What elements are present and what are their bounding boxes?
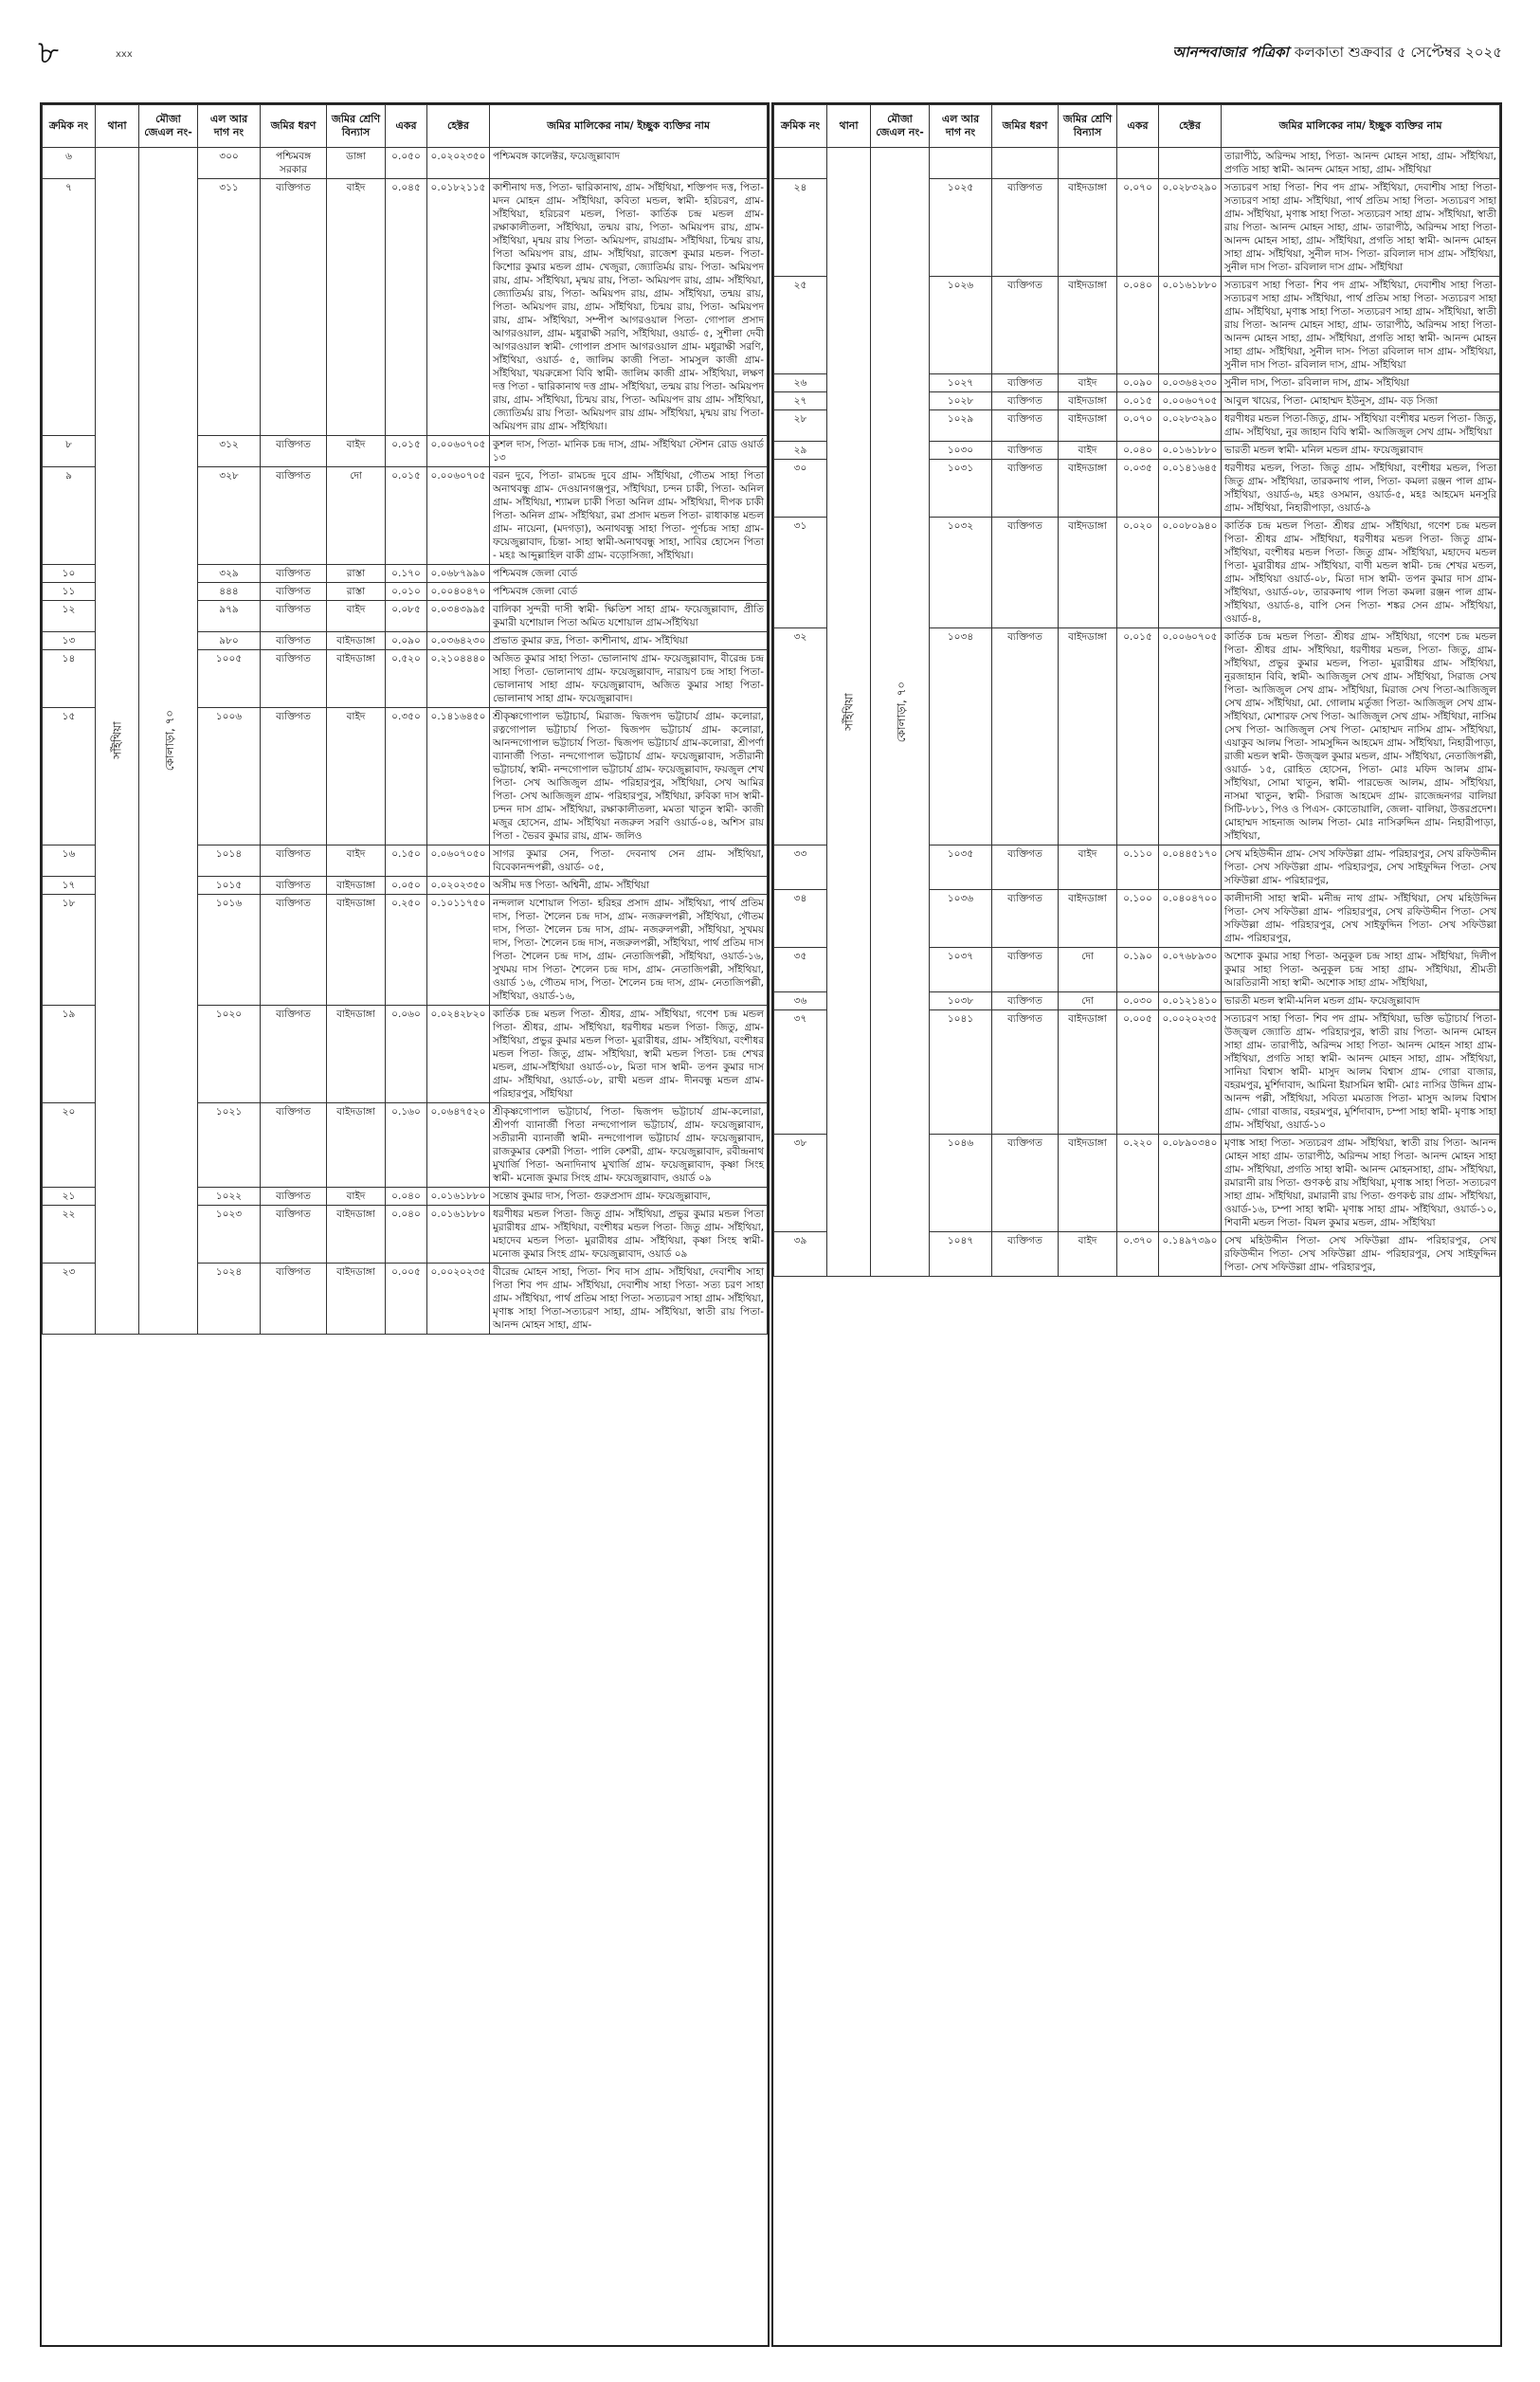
land-type-cell: ব্যক্তিগত — [261, 1264, 327, 1335]
owner-cell: সত্যচরণ সাহা পিতা- শিব পদ গ্রাম- সাঁইথিয়া, ভক্তি ভট্টাচার্য পিতা- উজ্জ্বল জ্যোতি গ্রাম- পরিহারপুর, স্বাতী রায় পিতা- আনন্দ মোহন সাহা গ্রাম- তারাপীঠ, অরিন্দম সাহা পিতা- আনন্দ মোহন সাহা গ্রাম- সাঁইথিয়া, প্রগতি সাহা স্বামী- আনন্দ মোহন সাহা, গ্রাম- সাঁইথিয়া, সানিয়া বিশ্বাস স্বামী- মাসুদ আলম বিশ্বাস গ্রাম- গোরা বাজার, বহরমপুর, মুর্শিদাবাদ, আমিনা ইয়াসমিন স্বামী- মোঃ নাসির উদ্দিন গ্রাম- আনন্দ পল্লী, সাঁইথিয়া, সবিতা মমতাজ পিতা- মাসুদ আলম বিশ্বাস গ্রাম- গোরা বাজার, বহরমপুর, মুর্শিদাবাদ, চম্পা সাহা স্বামী- মৃণাঙ্ক সাহা গ্রাম- সাঁইথিয়া, ওয়ার্ড-১০ — [1222, 1010, 1500, 1135]
owner-cell: সত্যচরণ সাহা পিতা- শিব পদ গ্রাম- সাঁইথিয়া, দেবাশীষ সাহা পিতা- সত্যচরণ সাহা গ্রাম- সাঁইথিয়া, পার্থ প্রতিম সাহা পিতা- সত্যচরণ সাহা গ্রাম- সাঁইথিয়া, মৃণাঙ্ক সাহা পিতা- সত্যচরণ সাহা গ্রাম- সাঁইথিয়া, স্বাতী রায় পিতা- আনন্দ মোহন সাহা, গ্রাম- তারাপীঠ, অরিন্দম সাহা পিতা-আনন্দ মোহন সাহা, গ্রাম- সাঁইথিয়া, প্রগতি সাহা স্বামী- আনন্দ মোহন সাহা গ্রাম- সাঁইথিয়া, সুনীল দাস- পিতা- রবিলাল দাস গ্রাম- সাঁইথিয়া, সুনীল দাস পিতা- রবিলাল দাস গ্রাম- সাঁইথিয়া — [1222, 179, 1500, 277]
owner-cell: কাশীনাথ দত্ত, পিতা- দ্বারিকানাথ, গ্রাম- সাঁইথিয়া, শক্তিপদ দত্ত, পিতা- মদন মোহন গ্রাম- সাঁইথিয়া, কবিতা মন্ডল, স্বামী- হরিচরণ, গ্রাম- সাঁইথিয়া, হরিচরণ মন্ডল, পিতা- কার্তিক চন্দ্র মন্ডল গ্রাম- রক্ষাকালীতলা, সাঁইথিয়া, তন্ময় রায়, পিতা- অমিয়পদ রায়, গ্রাম- সাঁইথিয়া, মৃন্ময় রায় পিতা- অমিয়পদ, রায়গ্রাম- সাঁইথিয়া, চিন্ময় রায়, পিতা অমিয়পদ রায়, গ্রাম- সাঁইথিয়া, রাজেশ কুমার মন্ডল- পিতা- কিশোর কুমার মন্ডল গ্রাম- খেজুরা, জ্যোতির্ময় রায়- পিতা- অমিয়পদ রায়, গ্রাম- সাঁইথিয়া, মৃন্ময় রায়, পিতা- অমিয়পদ রায়, গ্রাম- সাঁইথিয়া, জ্যোতির্ময় রায়, পিতা- অমিয়পদ রায়, গ্রাম- সাঁইথিয়া, তন্ময় রায়, পিতা- অমিয়পদ রায়, গ্রাম- সাঁইথিয়া, চিন্ময় রায়, পিতা- অমিয়পদ রায়, গ্রাম- সাঁইথিয়া, সম্পীপ আগরওয়াল পিতা- গোপাল প্রসাদ আগরওয়াল, গ্রাম- মধুরাক্ষী সরণি, সাঁইথিয়া, ওয়ার্ড- ৫, সুশীলা দেবী আগরওয়াল স্বামী- গোপাল প্রসাদ আগরওয়াল গ্রাম- মধুরাক্ষী সরণি, সাঁইথিয়া, ওয়ার্ড- ৫, জালিম কাজী পিতা- সামসুল কাজী গ্রাম- সাঁইথিয়া, খয়রুন্নেসা বিবি স্বামী- জালিম কাজী গ্রাম- সাঁইথিয়া, লক্ষণ দত্ত পিতা - দ্বারিকানাথ দত্ত গ্রাম- সাঁইথিয়া, তন্ময় রায় পিতা- অমিয়পদ রায়, গ্রাম- সাঁইথিয়া, চিন্ময় রায়, পিতা- অমিয়পদ রায় গ্রাম- সাঁইথিয়া, জ্যোতির্ময় রায় পিতা- অমিয়পদ রায় গ্রাম- সাঁইথিয়া, মৃন্ময় রায় পিতা- অমিয়পদ রায় গ্রাম- সাঁইথিয়া। — [490, 179, 768, 436]
acre-cell: ০.০৩০ — [1117, 992, 1159, 1010]
land-type-cell: ব্যক্তিগত — [261, 436, 327, 467]
acre-cell: ০.২৫০ — [386, 895, 427, 1006]
dag-cell: ১০৩৮ — [930, 992, 992, 1010]
dag-cell: ১০৪১ — [930, 1010, 992, 1135]
land-class-cell: বাইদডাঙ্গা — [1059, 179, 1117, 277]
thana-cell — [96, 148, 139, 1335]
dag-cell: ৪৪৪ — [198, 583, 261, 601]
acre-cell: ০.০১০ — [386, 583, 427, 601]
land-class-cell: বাইদ — [327, 846, 386, 877]
dag-cell: ৯৭৯ — [198, 601, 261, 632]
hectare-cell: ০.০১৪১৬৪৫ — [1159, 460, 1222, 518]
land-type-cell: ব্যক্তিগত — [992, 442, 1059, 460]
table-row — [774, 148, 1500, 179]
dag-cell: ১০১৪ — [198, 846, 261, 877]
owner-cell: কার্তিক চন্দ্র মন্ডল পিতা- শ্রীধর গ্রাম- সাঁইথিয়া, গণেশ চন্দ্র মন্ডল পিতা- শ্রীধর গ্রাম- সাঁইথিয়া, ধরণীধর মন্ডল পিতা- জিতু গ্রাম- সাঁইথিয়া, বংশীধর মন্ডল পিতা- জিতু গ্রাম- সাঁইথিয়া, মহাদেব মন্ডল পিতা- মুরারীধর গ্রাম- সাঁইথিয়া, বাণী মন্ডল স্বামী- চন্দ্র শেখর মন্ডল, গ্রাম- সাঁইথিয়া ওয়ার্ড-০৮, মিতা দাস স্বামী- তপন কুমার দাস গ্রাম- সাঁইথিয়া, ওয়ার্ড-০৮, তারকনাথ পাল পিতা কমলা রঞ্জন পাল গ্রাম- সাঁইথিয়া, ওয়ার্ড-৪, বাপি সেন পিতা- শঙ্কর সেন গ্রাম- সাঁইথিয়া, ওয়ার্ড-৪, — [1222, 518, 1500, 628]
serial-cell: ২৮ — [774, 410, 827, 442]
hectare-cell: ০.০৬৪৭৫২০ — [427, 1103, 490, 1188]
table-row — [43, 148, 768, 179]
page-mark: xxx — [116, 49, 133, 60]
acre-cell: ০.২২০ — [1117, 1135, 1159, 1232]
hectare-cell: ০.০২৪২৮২০ — [427, 1006, 490, 1103]
owner-cell: কার্তিক চন্দ্র মন্ডল পিতা- শ্রীধর, গ্রাম- সাঁইথিয়া, গণেশ চন্দ্র মন্ডল পিতা- শ্রীধর, গ্রাম- সাঁইথিয়া, ধরণীধর মন্ডল পিতা- জিতু, গ্রাম- সাঁইথিয়া, প্রভুর কুমার মন্ডল পিতা- মুরারীধর, গ্রাম- সাঁইথিয়া, বংশীধর মন্ডল পিতা- জিতু, গ্রাম- সাঁইথিয়া, স্বামী মন্ডল পিতা- চন্দ্র শেখর মন্ডল, গ্রাম-সাঁইথিয়া ওয়ার্ড-০৮, মিতা দাস স্বামী- তপন কুমার দাস গ্রাম- সাঁইথিয়া, ওয়ার্ড-০৮, রাখী মন্ডল গ্রাম- দীনবন্ধু মন্ডল গ্রাম- পরিহারপুর, সাঁইথিয়া — [490, 1006, 768, 1103]
page-number: ৮ — [38, 34, 60, 72]
land-class-cell: বাইদ — [327, 601, 386, 632]
col-serial: ক্রমিক নং — [774, 105, 827, 148]
land-class-cell: বাইদডাঙ্গা — [327, 895, 386, 1006]
hectare-cell: ০.০৬০৭০৫০ — [427, 846, 490, 877]
land-type-cell: ব্যক্তিগত — [261, 1006, 327, 1103]
dag-cell: ১০৩১ — [930, 460, 992, 518]
acre-cell: ০.১১০ — [1117, 846, 1159, 890]
serial-cell: ২৭ — [774, 392, 827, 410]
hectare-cell: ০.০৪০৪৭০০ — [1159, 890, 1222, 948]
hectare-cell: ০.০০৬০৭০৫ — [1159, 628, 1222, 846]
dag-cell: ১০৩৭ — [930, 948, 992, 992]
dag-cell — [930, 148, 992, 179]
acre-cell: ০.০১৫ — [1117, 392, 1159, 410]
header-row — [43, 105, 768, 148]
right-table-body — [774, 148, 1500, 1277]
serial-cell: ৩৩ — [774, 846, 827, 890]
acre-cell: ০.০৪৫ — [386, 179, 427, 436]
serial-cell: ১৩ — [43, 632, 96, 650]
hectare-cell: ০.২১০৪৪৪০ — [427, 650, 490, 708]
serial-cell: ৩০ — [774, 460, 827, 518]
land-type-cell: ব্যক্তিগত — [261, 708, 327, 846]
land-type-cell: ব্যক্তিগত — [992, 948, 1059, 992]
header-row — [774, 105, 1500, 148]
hectare-cell: ০.১৪৯৭৩৯০ — [1159, 1232, 1222, 1277]
acre-cell: ০.১৭০ — [386, 565, 427, 583]
thana-cell — [827, 148, 871, 1277]
serial-cell: ৩৬ — [774, 992, 827, 1010]
dag-cell: ১০২৫ — [930, 179, 992, 277]
acre-cell — [1117, 148, 1159, 179]
dag-cell: ১০২২ — [198, 1188, 261, 1206]
owner-cell: আবুল খায়ের, পিতা- মোহাম্মদ ইউনুস, গ্রাম- বড় সিজা — [1222, 392, 1500, 410]
acre-cell: ০.০৫০ — [386, 148, 427, 179]
col-dag: এল আর দাগ নং — [198, 105, 261, 148]
acre-cell: ০.০৭০ — [1117, 179, 1159, 277]
serial-cell: ৩৭ — [774, 1010, 827, 1135]
acre-cell: ০.০২০ — [1117, 518, 1159, 628]
acre-cell: ০.০০৫ — [386, 1264, 427, 1335]
owner-cell: সাগর কুমার সেন, পিতা- দেবনাথ সেন গ্রাম- সাঁইথিয়া, বিবেকানন্দপল্লী, ওয়ার্ড- ০৫, — [490, 846, 768, 877]
serial-cell: ৩৯ — [774, 1232, 827, 1277]
dag-cell: ১০৩২ — [930, 518, 992, 628]
acre-cell: ০.০৪০ — [386, 1188, 427, 1206]
land-class-cell: দো — [1059, 992, 1117, 1010]
acre-cell: ০.০১৫ — [386, 436, 427, 467]
land-class-cell: বাইদডাঙ্গা — [327, 877, 386, 895]
dag-cell: ১০৩৬ — [930, 890, 992, 948]
dag-cell: ৯৮০ — [198, 632, 261, 650]
land-class-cell: বাইদ — [327, 436, 386, 467]
serial-cell: ২০ — [43, 1103, 96, 1188]
masthead — [38, 36, 1502, 74]
owner-cell: সত্যচরণ সাহা পিতা- শিব পদ গ্রাম- সাঁইথিয়া, দেবাশীষ সাহা পিতা- সত্যচরণ সাহা গ্রাম- সাঁইথিয়া, পার্থ প্রতিম সাহা পিতা- সত্যচরণ সাহা গ্রাম- সাঁইথিয়া, মৃণাঙ্ক সাহা পিতা- সত্যচরণ সাহা গ্রাম- সাঁইথিয়া, স্বাতী রায় পিতা- আনন্দ মোহন সাহা, গ্রাম- তারাপীঠ, অরিন্দম সাহা পিতা-আনন্দ মোহন সাহা, গ্রাম- সাঁইথিয়া, প্রগতি সাহা স্বামী- আনন্দ মোহন সাহা গ্রাম- সাঁইথিয়া, সুনীল দাস- পিতা রবিলাল দাস গ্রাম- সাঁইথিয়া, সুনীল দাস পিতা- রবিলাল দাস, গ্রাম- সাঁইথিয়া — [1222, 277, 1500, 374]
acre-cell: ০.৩৭০ — [1117, 1232, 1159, 1277]
dag-cell: ৩১২ — [198, 436, 261, 467]
dag-cell: ৩২৮ — [198, 467, 261, 565]
land-type-cell: ব্যক্তিগত — [992, 1135, 1059, 1232]
dag-cell: ১০০৫ — [198, 650, 261, 708]
land-type-cell: ব্যক্তিগত — [992, 518, 1059, 628]
hectare-cell: ০.০০৬০৭০৫ — [1159, 392, 1222, 410]
owner-cell: পশ্চিমবঙ্গ কালেক্টর, ফয়েজুল্লাবাদ — [490, 148, 768, 179]
owner-cell: তারাপীঠ, অরিন্দম সাহা, পিতা- আনন্দ মোহন সাহা, গ্রাম- সাঁইথিয়া, প্রগতি সাহা স্বামী- আনন্দ মোহন সাহা, গ্রাম- সাঁইথিয়া — [1222, 148, 1500, 179]
acre-cell: ০.৫২০ — [386, 650, 427, 708]
land-type-cell: ব্যক্তিগত — [992, 179, 1059, 277]
land-class-cell: বাইদডাঙ্গা — [327, 632, 386, 650]
owner-cell: ভারতী মন্ডল স্বামী-মনিল মন্ডল গ্রাম- ফয়েজুল্লাবাদ — [1222, 992, 1500, 1010]
dag-cell: ৩২৯ — [198, 565, 261, 583]
hectare-cell: ০.০৬৮৭৯৯০ — [427, 565, 490, 583]
serial-cell: ২৯ — [774, 442, 827, 460]
owner-cell: ভারতী মন্ডল স্বামী- মনিল মন্ডল গ্রাম- ফয়েজুল্লাবাদ — [1222, 442, 1500, 460]
serial-cell: ১৭ — [43, 877, 96, 895]
col-acre: একর — [1117, 105, 1159, 148]
hectare-cell: ০.০০৬০৭০৫ — [427, 467, 490, 565]
right-table-panel — [771, 102, 1502, 2347]
land-class-cell: বাইদডাঙ্গা — [1059, 460, 1117, 518]
dag-cell: ৩১১ — [198, 179, 261, 436]
land-class-cell: বাইদডাঙ্গা — [1059, 1135, 1117, 1232]
thana-label: সাঁইথিয়া — [842, 692, 856, 731]
owner-cell: অশোক কুমার সাহা পিতা- অনুকূল চন্দ্র সাহা গ্রাম- সাঁইথিয়া, দিলীপ কুমার সাহা পিতা- অনুকূল চন্দ্র সাহা গ্রাম- সাঁইথিয়া, শ্রীমতী আরতিরানী সাহা স্বামী- অশোক সাহা গ্রাম- সাঁইথিয়া, — [1222, 948, 1500, 992]
hectare-cell: ০.০১৬১৮৮০ — [427, 1206, 490, 1264]
owner-cell: সেখ মহিউদ্দীন পিতা- সেখ সফিউল্লা গ্রাম- পরিহারপুর, সেখ রফিউদ্দীন পিতা- সেখ সফিউল্লা গ্রাম- পরিহারপুর, সেখ সাইফুদ্দিন পিতা- সেখ সফিউল্লা গ্রাম- পরিহারপুর, — [1222, 1232, 1500, 1277]
hectare-cell: ০.১৪১৬৪৫০ — [427, 708, 490, 846]
hectare-cell: ০.০৪৪৫১৭০ — [1159, 846, 1222, 890]
land-class-cell: দো — [1059, 948, 1117, 992]
serial-cell: ১১ — [43, 583, 96, 601]
dag-cell: ১০২৪ — [198, 1264, 261, 1335]
land-class-cell: বাইদডাঙ্গা — [327, 650, 386, 708]
owner-cell: ধরণীধর মন্ডল পিতা-জিতু, গ্রাম- সাঁইথিয়া বংশীধর মন্ডল পিতা- জিতু, গ্রাম- সাঁইথিয়া, নুর জাহান বিবি স্বামী- আজিজুল সেখ গ্রাম- সাঁইথিয়া — [1222, 410, 1500, 442]
owner-cell: বরন দুবে, পিতা- রামচন্দ্র দুবে গ্রাম- সাঁইথিয়া, গৌতম সাহা পিতা অনাথবন্ধু গ্রাম- দেওয়ানগঞ্জপুর, সাঁইথিয়া, চন্দন চাকী, পিতা- অনিল গ্রাম- সাঁইথিয়া, শ্যামল চাকী পিতা অনিল গ্রাম- সাঁইথিয়া, দীপক চাকী পিতা- অনিল গ্রাম- সাঁইথিয়া, রমা প্রসাদ মন্ডল পিতা- রাধাকান্ত মন্ডল গ্রাম- নায়েনা, (মদগড়া), অনাথবন্ধু সাহা পিতা- পূর্ণচন্দ্র সাহা গ্রাম- ফয়েজুল্লাবাদ, চিন্তা- সাহা স্বামী-অনাথবন্ধু সাহা, সাবির হোসেন পিতা - মহঃ আব্দুল্লাহিল বাকী গ্রাম- বড়োসিজা, সাঁইথিয়া। — [490, 467, 768, 565]
owner-cell: কার্তিক চন্দ্র মন্ডল পিতা- শ্রীধর গ্রাম- সাঁইথিয়া, গণেশ চন্দ্র মন্ডল পিতা- শ্রীধর গ্রাম- সাঁইথিয়া, ধরণীধর মন্ডল, পিতা- জিতু, গ্রাম- সাঁইথিয়া, প্রভুর কুমার মন্ডল, পিতা- মুরারীধর গ্রাম- সাঁইথিয়া, নুরজাহান বিবি, স্বামী- আজিজুল সেখ গ্রাম- সাঁইথিয়া, সিরাজ সেখ পিতা- আজিজুল সেখ গ্রাম- সাঁইথিয়া, মিরাজ সেখ পিতা-আজিজুল সেখ গ্রাম- সাঁইথিয়া, মো. গোলাম মর্তুজা পিতা- আজিজুল সেখ গ্রাম- সাঁইথিয়া, মোশারফ সেখ পিতা- আজিজুল সেখ গ্রাম- সাঁইথিয়া, নাসিম সেখ পিতা- আজিজুল সেখ পিতা- মোহাম্মদ নাসিম গ্রাম- সাঁইথিয়া, এয়াকুব আলম পিতা- সামসুদ্দিন আহমেদ গ্রাম- সাঁইথিয়া, নিহারীপাড়া, রাজী মন্ডল স্বামী- উজ্জ্বল কুমার মন্ডল, গ্রাম- সাঁইথিয়া, নেতাজিপল্লী, ওয়ার্ড- ১৫, রোহিত হোসেন, পিতা- মোঃ মফিদ আলম গ্রাম- সাঁইথিয়া, সোমা খাতুন, স্বামী- পারভেজ আলম, গ্রাম- সাঁইথিয়া, নাসমা খাতুন, স্বামী- সিরাজ আহমেদ গ্রাম- রাজেন্দ্রনগর বালিয়া সিটি-৮৮১, পিও ও পিএস- কোতোয়ালি, জেলা- বালিয়া, উত্তরপ্রদেশ। মোহাম্মদ সাহনাজ আলম পিতা- মোঃ নাসিরুদ্দিন গ্রাম- নিহারীপাড়া, সাঁইথিয়া, — [1222, 628, 1500, 846]
owner-cell: সুনীল দাস, পিতা- রবিলাল দাস, গ্রাম- সাঁইথিয়া — [1222, 374, 1500, 392]
dag-cell: ১০২৯ — [930, 410, 992, 442]
dag-cell: ১০২০ — [198, 1006, 261, 1103]
land-type-cell: ব্যক্তিগত — [992, 992, 1059, 1010]
hectare-cell: ০.০২৮৩২৯০ — [1159, 410, 1222, 442]
land-acquisition-table-left — [42, 104, 768, 1335]
owner-cell: পশ্চিমবঙ্গ জেলা বোর্ড — [490, 583, 768, 601]
mouza-label: কোলাড়া, ৭০ — [163, 709, 177, 772]
serial-cell: ১৪ — [43, 650, 96, 708]
hectare-cell: ০.০৩৬৪২৩০ — [1159, 374, 1222, 392]
land-type-cell: ব্যক্তিগত — [992, 628, 1059, 846]
land-type-cell: ব্যক্তিগত — [261, 583, 327, 601]
land-type-cell: ব্যক্তিগত — [992, 392, 1059, 410]
land-class-cell: দো — [327, 467, 386, 565]
hectare-cell: ০.০২০২৩৫০ — [427, 877, 490, 895]
acre-cell: ০.০১৫ — [1117, 628, 1159, 846]
acre-cell: ০.০০৫ — [1117, 1010, 1159, 1135]
hectare-cell: ০.০৭৬৮৯৩০ — [1159, 948, 1222, 992]
left-table-body — [43, 148, 768, 1335]
serial-cell — [774, 148, 827, 179]
hectare-cell: ০.০২০২৩৫০ — [427, 148, 490, 179]
serial-cell: ২২ — [43, 1206, 96, 1264]
dag-cell: ৩০০ — [198, 148, 261, 179]
serial-cell: ১৯ — [43, 1006, 96, 1103]
land-class-cell: বাইদ — [327, 708, 386, 846]
serial-cell: ৩৫ — [774, 948, 827, 992]
land-type-cell: ব্যক্তিগত — [261, 179, 327, 436]
land-acquisition-table-right — [773, 104, 1500, 1277]
col-acre: একর — [386, 105, 427, 148]
owner-cell: মৃণাঙ্ক সাহা পিতা- সত্যচরণ গ্রাম- সাঁইথিয়া, স্বাতী রায় পিতা- আনন্দ মোহন সাহা গ্রাম- তারাপীঠ, অরিন্দম সাহা পিতা- আনন্দ মোহন সাহা গ্রাম- সাঁইথিয়া, প্রগতি সাহা স্বামী- আনন্দ মোহনসাহা, গ্রাম- সাঁইথিয়া, রমারানী রায় পিতা- গুণকণ্ঠ রায় সাঁইথিয়া, মৃণাঙ্ক সাহা পিতা- সত্যচরণ সাহা গ্রাম- সাঁইথিয়া, রমারানী রায় পিতা- গুণকণ্ঠ রায় গ্রাম- সাঁইথিয়া, ওয়ার্ড-১৬, চম্পা সাহা স্বামী- মৃণাঙ্ক সাহা গ্রাম- সাঁইথিয়া, ওয়ার্ড-১০, শিবানী মন্ডল পিতা- বিমল কুমার মন্ডল, গ্রাম- সাঁইথিয়া — [1222, 1135, 1500, 1232]
dag-cell: ১০৩৫ — [930, 846, 992, 890]
col-mouza: মৌজা জেএল নং- — [871, 105, 930, 148]
dag-cell: ১০০৬ — [198, 708, 261, 846]
col-land-type: জমির ধরণ — [992, 105, 1059, 148]
land-class-cell: বাইদ — [327, 1188, 386, 1206]
serial-cell: ৩১ — [774, 518, 827, 628]
serial-cell: ৩৮ — [774, 1135, 827, 1232]
land-type-cell: ব্যক্তিগত — [261, 467, 327, 565]
col-mouza: মৌজা জেএল নং- — [139, 105, 198, 148]
hectare-cell: ০.০৩৬৪২৩০ — [427, 632, 490, 650]
dag-cell: ১০৩০ — [930, 442, 992, 460]
owner-cell: অসীম দত্ত পিতা- অশ্বিনী, গ্রাম- সাঁইথিয়া — [490, 877, 768, 895]
land-class-cell: বাইদডাঙ্গা — [327, 1264, 386, 1335]
land-type-cell: ব্যক্তিগত — [992, 410, 1059, 442]
dag-cell: ১০২৮ — [930, 392, 992, 410]
hectare-cell: ০.০১২১৪১০ — [1159, 992, 1222, 1010]
land-type-cell: ব্যক্তিগত — [992, 1232, 1059, 1277]
hectare-cell: ০.১০১১৭৫০ — [427, 895, 490, 1006]
serial-cell: ১৮ — [43, 895, 96, 1006]
acre-cell: ০.০৯০ — [386, 632, 427, 650]
serial-cell: ৮ — [43, 436, 96, 467]
land-type-cell: ব্যক্তিগত — [992, 890, 1059, 948]
serial-cell: ৬ — [43, 148, 96, 179]
hectare-cell: ০.০৮৯০৩৪০ — [1159, 1135, 1222, 1232]
col-hectare: হেক্টর — [1159, 105, 1222, 148]
col-owner: জমির মালিকের নাম/ ইচ্ছুক ব্যক্তির নাম — [490, 105, 768, 148]
acre-cell: ০.১৫০ — [386, 846, 427, 877]
acre-cell: ০.০৩৫ — [1117, 460, 1159, 518]
acre-cell: ০.০৪০ — [1117, 442, 1159, 460]
dag-cell: ১০৪৬ — [930, 1135, 992, 1232]
land-class-cell: বাইদডাঙ্গা — [327, 1006, 386, 1103]
edition-date: কলকাতা শুক্রবার ৫ সেপ্টেম্বর ২০২৫ — [1294, 44, 1502, 61]
hectare-cell: ০.০০২০২৩৫ — [427, 1264, 490, 1335]
col-land-type: জমির ধরণ — [261, 105, 327, 148]
serial-cell: ১৬ — [43, 846, 96, 877]
hectare-cell — [1159, 148, 1222, 179]
owner-cell: কুশল দাস, পিতা- মানিক চন্দ্র দাস, গ্রাম- সাঁইথিয়া স্টেশন রোড ওয়ার্ড ১৩ — [490, 436, 768, 467]
acre-cell: ০.০৫০ — [386, 877, 427, 895]
land-type-cell: ব্যক্তিগত — [261, 1103, 327, 1188]
land-class-cell: বাইদ — [1059, 374, 1117, 392]
land-type-cell: ব্যক্তিগত — [261, 1206, 327, 1264]
acre-cell: ০.৩৫০ — [386, 708, 427, 846]
hectare-cell: ০.০০২০২৩৫ — [1159, 1010, 1222, 1135]
land-type-cell: ব্যক্তিগত — [992, 460, 1059, 518]
dag-cell: ১০২৩ — [198, 1206, 261, 1264]
hectare-cell: ০.০১৮২১১৫ — [427, 179, 490, 436]
dag-cell: ১০৩৪ — [930, 628, 992, 846]
land-class-cell: বাইদডাঙ্গা — [1059, 392, 1117, 410]
col-thana: থানা — [827, 105, 871, 148]
land-class-cell: বাইদ — [327, 179, 386, 436]
land-class-cell: বাইদডাঙ্গা — [1059, 890, 1117, 948]
land-class-cell — [1059, 148, 1117, 179]
land-type-cell: ব্যক্তিগত — [261, 1188, 327, 1206]
owner-cell: কালীদাসী সাহা স্বামী- মনীন্দ্র নাথ গ্রাম- সাঁইথিয়া, সেখ মহিউদ্দিন পিতা- সেখ সফিউল্লা গ্রাম- পরিহারপুর, সেখ রফিউদ্দীন পিতা- সেখ সফিউল্লা গ্রাম- পরিহারপুর, সেখ সাইফুদ্দিন পিতা- সেখ সফিউল্লা গ্রাম- পরিহারপুর, — [1222, 890, 1500, 948]
owner-cell: নন্দলাল যশোয়াল পিতা- হরিহর প্রসাদ গ্রাম- সাঁইথিয়া, পার্থ প্রতিম দাস, পিতা- শৈলেন চন্দ্র দাস, গ্রাম- নজরুলপল্লী, সাঁইথিয়া, গৌতম দাস, পিতা- শৈলেন চন্দ্র দাস, গ্রাম- নজরুলপল্লী, সাঁইথিয়া, সুখময় দাস, পিতা- শৈলেন চন্দ্র দাস, নজরুলপল্লী, সাঁইথিয়া, পার্থ প্রতিম দাস পিতা- শৈলেন চন্দ্র দাস, গ্রাম- নেতাজিপল্লী, সাঁইথিয়া, ওয়ার্ড-১৬, সুখময় দাস পিতা- শৈলেন চন্দ্র দাস, গ্রাম- নেতাজিপল্লী, সাঁইথিয়া, ওয়ার্ড ১৬, গৌতম দাস, পিতা- শৈলেন চন্দ্র দাস, গ্রাম- নেতাজিপল্লী, সাঁইথিয়া, ওয়ার্ড-১৬, — [490, 895, 768, 1006]
owner-cell: সেখ মহিউদ্দীন গ্রাম- সেখ সফিউল্লা গ্রাম- পরিহারপুর, সেখ রফিউদ্দীন পিতা- সেখ সফিউল্লা গ্রাম- পরিহারপুর, সেখ সাইফুদ্দিন পিতা- সেখ সফিউল্লা গ্রাম- পরিহারপুর, — [1222, 846, 1500, 890]
dag-cell: ১০২১ — [198, 1103, 261, 1188]
land-class-cell: বাইদডাঙ্গা — [327, 1206, 386, 1264]
land-class-cell: বাইদডাঙ্গা — [1059, 410, 1117, 442]
paper-name: আনন্দবাজার পত্রিকা — [1172, 44, 1289, 61]
serial-cell: ৯ — [43, 467, 96, 565]
acre-cell: ০.০৮৫ — [386, 601, 427, 632]
col-land-class: জমির শ্রেণি বিন্যাস — [327, 105, 386, 148]
land-class-cell: বাইদ — [1059, 846, 1117, 890]
acre-cell: ০.১০০ — [1117, 890, 1159, 948]
hectare-cell: ০.০৩৪৩৯৯৫ — [427, 601, 490, 632]
col-owner: জমির মালিকের নাম/ ইচ্ছুক ব্যক্তির নাম — [1222, 105, 1500, 148]
col-thana: থানা — [96, 105, 139, 148]
publication-line — [1172, 42, 1502, 65]
land-class-cell: রাস্তা — [327, 583, 386, 601]
owner-cell: বীরেন্দ্র মোহন সাহা, পিতা- শিব দাস গ্রাম- সাঁইথিয়া, দেবাশীষ সাহা পিতা শিব পদ গ্রাম- সাঁইথিয়া, দেবাশীষ সাহা পিতা- সত্য চরণ সাহা গ্রাম- সাঁইথিয়া, পার্থ প্রতিম সাহা পিতা- সত্যচরণ সাহা গ্রাম- সাঁইথিয়া, মৃণাঙ্ক সাহা পিতা-সত্যচরণ সাহা, গ্রাম- সাঁইথিয়া, স্বাতী রায় পিতা-আনন্দ মোহন সাহা, গ্রাম- — [490, 1264, 768, 1335]
hectare-cell: ০.০১৬১৮৮০ — [1159, 442, 1222, 460]
serial-cell: ২৫ — [774, 277, 827, 374]
land-class-cell: বাইদ — [1059, 1232, 1117, 1277]
owner-cell: বালিকা সুন্দরী দাসী স্বামী- ক্ষিতিশ সাহা গ্রাম- ফয়েজুল্লাবাদ, প্রীতি কুমারী যশোয়াল পিতা অমিত যশোয়াল গ্রাম-সাঁইথিয়া — [490, 601, 768, 632]
col-land-class: জমির শ্রেণি বিন্যাস — [1059, 105, 1117, 148]
serial-cell: ২৩ — [43, 1264, 96, 1335]
land-type-cell: ব্যক্তিগত — [261, 565, 327, 583]
acre-cell: ০.১৯০ — [1117, 948, 1159, 992]
land-class-cell: বাইদ — [1059, 442, 1117, 460]
serial-cell: ৩৪ — [774, 890, 827, 948]
acre-cell: ০.১৬০ — [386, 1103, 427, 1188]
mouza-cell — [139, 148, 198, 1335]
hectare-cell: ০.০০৬০৭০৫ — [427, 436, 490, 467]
hectare-cell: ০.০০৪০৪৭০ — [427, 583, 490, 601]
land-class-cell: বাইদডাঙ্গা — [1059, 518, 1117, 628]
acre-cell: ০.০৪০ — [1117, 277, 1159, 374]
serial-cell: ১৫ — [43, 708, 96, 846]
land-type-cell: ব্যক্তিগত — [261, 877, 327, 895]
land-type-cell: ব্যক্তিগত — [992, 374, 1059, 392]
land-type-cell: ব্যক্তিগত — [261, 895, 327, 1006]
land-type-cell: ব্যক্তিগত — [261, 650, 327, 708]
land-class-cell: রাস্তা — [327, 565, 386, 583]
land-type-cell: ব্যক্তিগত — [992, 277, 1059, 374]
owner-cell: অজিত কুমার সাহা পিতা- ভোলানাথ গ্রাম- ফয়েজুল্লাবাদ, বীরেন্দ্র চন্দ্র সাহা পিতা- ভোলানাথ গ্রাম- ফয়েজুল্লাবাদ, নারায়ণ চন্দ্র সাহা পিতা- ভোলানাথ সাহা গ্রাম- ফয়েজুল্লাবাদ, অজিত কুমার সাহা পিতা- ভোলানাথ সাহা গ্রাম- ফয়েজুল্লাবাদ। — [490, 650, 768, 708]
owner-cell: ধরণীধর মন্ডল, পিতা- জিতু গ্রাম- সাঁইথিয়া, বংশীধর মন্ডল, পিতা জিতু গ্রাম- সাঁইথিয়া, তারকনাথ পাল, পিতা- কমলা রঞ্জন পাল গ্রাম- সাঁইথিয়া, ওয়ার্ড-৬, মহঃ ওসমান, ওয়ার্ড-৫, মহঃ আহমেদ মনসুরি গ্রাম- সাঁইথিয়া, নিহারীপাড়া, ওয়ার্ড-৯ — [1222, 460, 1500, 518]
owner-cell: শ্রীকৃষ্ণগোপাল ভট্টাচার্য, মিরাজ- দ্বিজপদ ভট্টাচার্য গ্রাম- কলোরা, রত্নগোপাল ভট্টাচার্য পিতা- দ্বিজপদ ভট্টাচার্য গ্রাম- কলোরা, আনন্দগোপাল ভট্টাচার্য পিতা- দ্বিজপদ ভট্টাচার্য গ্রাম-কলোরা, শ্রীপর্ণা ব্যানার্জী পিতা- নন্দগোপাল ভট্টাচার্য গ্রাম- ফয়েজুল্লাবাদ, সতীরানী ভট্টাচার্য, স্বামী- নন্দগোপাল ভট্টাচার্য গ্রাম- ফয়েজুল্লাবাদ, ফয়জুল শেখ পিতা- সেখ আজিজুল গ্রাম- পরিহারপুর, সাঁইথিয়া, সেখ আমির পিতা- সেখ আজিজুল গ্রাম- পরিহারপুর, সাঁইথিয়া, রুবিকা দাস স্বামী- চন্দন দাস গ্রাম- সাঁইথিয়া, রক্ষাকালীতলা, মমতা খাতুন স্বামী- কাজী মজুর হোসেন, গ্রাম- সাঁইথিয়া নজরুল সরণি ওয়ার্ড-০৪, অশিস রায় পিতা - ভৈরব কুমার রায়, গ্রাম- জলিও — [490, 708, 768, 846]
thana-label: সাঁইথিয়া — [110, 721, 124, 759]
serial-cell: ৩২ — [774, 628, 827, 846]
land-class-cell: ডাঙ্গা — [327, 148, 386, 179]
land-type-cell: ব্যক্তিগত — [261, 846, 327, 877]
hectare-cell: ০.০১৬১৮৮০ — [427, 1188, 490, 1206]
acre-cell: ০.০৭০ — [1117, 410, 1159, 442]
mouza-label: কোলাড়া, ৭০ — [895, 681, 909, 742]
serial-cell: ২৬ — [774, 374, 827, 392]
land-type-cell — [992, 148, 1059, 179]
land-type-cell: ব্যক্তিগত — [261, 601, 327, 632]
owner-cell: শ্রীকৃষ্ণগোপাল ভট্টাচার্য, পিতা- দ্বিজপদ ভট্টাচার্য গ্রাম-কলোরা, শ্রীপর্ণা ব্যানার্জী পিতা নন্দগোপাল ভট্টাচার্য, গ্রাম- ফয়েজুল্লাবাদ, সতীরানী ব্যানার্জী স্বামী- নন্দগোপাল ভট্টাচার্য গ্রাম- ফয়েজুল্লাবাদ, রাজকুমার কেশরী পিতা- পালি কেশরী, গ্রাম- ফয়েজুল্লাবাদ, রবীন্দ্রনাথ মুখার্জি পিতা- অনাদিনাথ মুখার্জি গ্রাম- ফয়েজুল্লাবাদ, কৃষ্ণা সিংহ স্বামী- মনোজ কুমার সিংহ গ্রাম- ফয়েজুল্লাবাদ, ওয়ার্ড ০৯ — [490, 1103, 768, 1188]
dag-cell: ১০১৫ — [198, 877, 261, 895]
col-dag: এল আর দাগ নং — [930, 105, 992, 148]
land-class-cell: বাইদডাঙ্গা — [1059, 1010, 1117, 1135]
dag-cell: ১০২৬ — [930, 277, 992, 374]
serial-cell: ২১ — [43, 1188, 96, 1206]
col-serial: ক্রমিক নং — [43, 105, 96, 148]
acre-cell: ০.০১৫ — [386, 467, 427, 565]
land-class-cell: বাইদডাঙ্গা — [1059, 277, 1117, 374]
owner-cell: ধরণীধর মন্ডল পিতা- জিতু গ্রাম- সাঁইথিয়া, প্রভুর কুমার মন্ডল পিতা মুরারীধর গ্রাম- সাঁইথিয়া, বংশীধর মন্ডল পিতা- জিতু গ্রাম- সাঁইথিয়া, মহাদেব মন্ডল পিতা- মুরারীধর গ্রাম- সাঁইথিয়া, কৃষ্ণা সিংহ স্বামী- মনোজ কুমার সিংহ গ্রাম- ফয়েজুল্লাবাদ, ওয়ার্ড ০৯ — [490, 1206, 768, 1264]
land-class-cell: বাইদডাঙ্গা — [1059, 628, 1117, 846]
dag-cell: ১০১৬ — [198, 895, 261, 1006]
acre-cell: ০.০৯০ — [1117, 374, 1159, 392]
mouza-cell — [871, 148, 930, 1277]
owner-cell: সন্তোষ কুমার দাস, পিতা- গুরুপ্রসাদ গ্রাম- ফয়েজুল্লাবাদ, — [490, 1188, 768, 1206]
serial-cell: ১০ — [43, 565, 96, 583]
owner-cell: পশ্চিমবঙ্গ জেলা বোর্ড — [490, 565, 768, 583]
land-type-cell: পশ্চিমবঙ্গ সরকার — [261, 148, 327, 179]
owner-cell: প্রভাত কুমার রুদ্র, পিতা- কাশীনাথ, গ্রাম- সাঁইথিয়া — [490, 632, 768, 650]
serial-cell: ২৪ — [774, 179, 827, 277]
hectare-cell: ০.০১৬১৮৮০ — [1159, 277, 1222, 374]
land-class-cell: বাইদডাঙ্গা — [327, 1103, 386, 1188]
dag-cell: ১০২৭ — [930, 374, 992, 392]
land-type-cell: ব্যক্তিগত — [992, 846, 1059, 890]
hectare-cell: ০.০২৮৩২৯০ — [1159, 179, 1222, 277]
acre-cell: ০.০৪০ — [386, 1206, 427, 1264]
dag-cell: ১০৪৭ — [930, 1232, 992, 1277]
left-table-panel — [40, 102, 770, 2347]
hectare-cell: ০.০০৮০৯৪০ — [1159, 518, 1222, 628]
serial-cell: ৭ — [43, 179, 96, 436]
acre-cell: ০.০৬০ — [386, 1006, 427, 1103]
land-type-cell: ব্যক্তিগত — [992, 1010, 1059, 1135]
serial-cell: ১২ — [43, 601, 96, 632]
land-type-cell: ব্যক্তিগত — [261, 632, 327, 650]
col-hectare: হেক্টর — [427, 105, 490, 148]
